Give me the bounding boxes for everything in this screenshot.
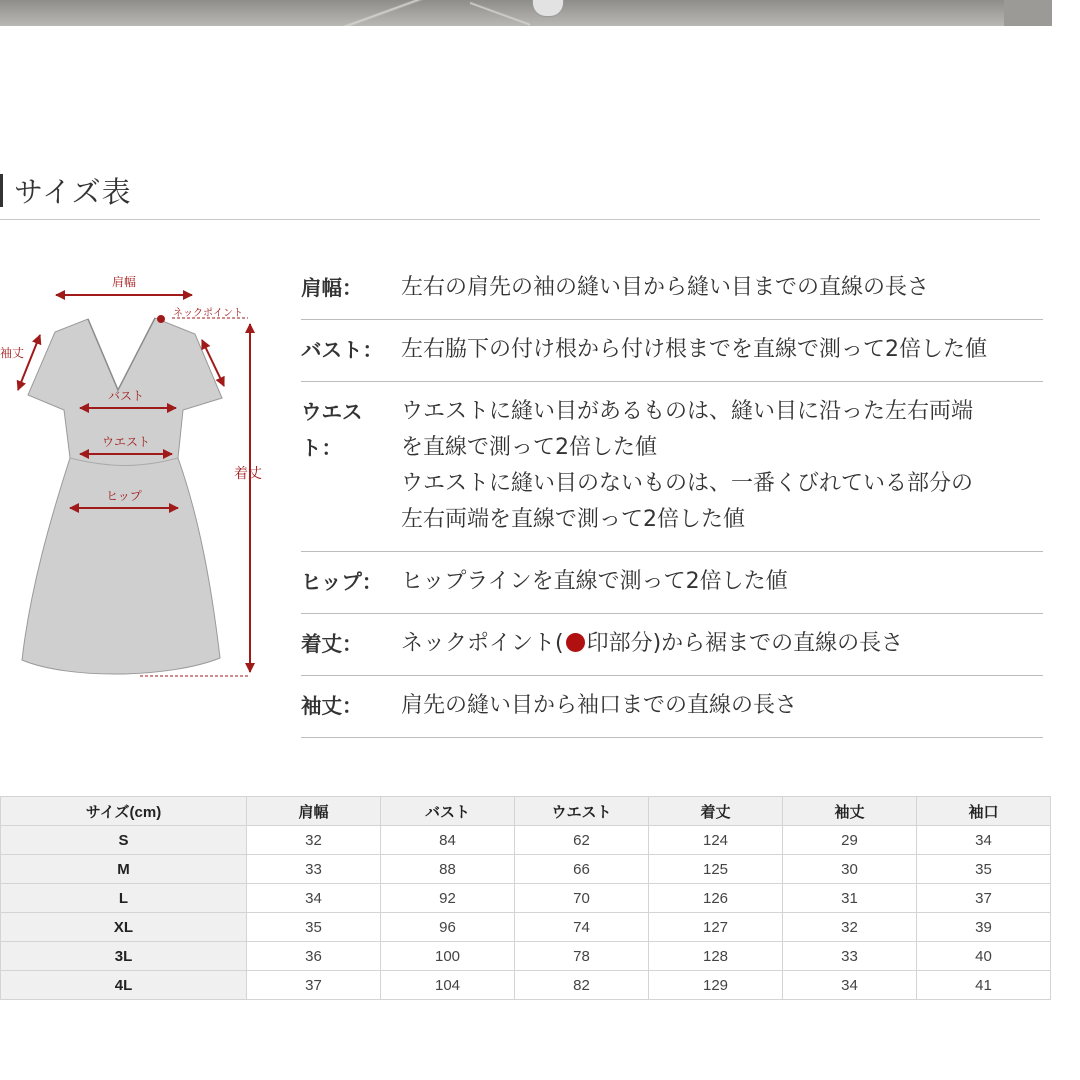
table-row — [1, 942, 1051, 971]
size-label-cell: 4L — [1, 971, 247, 1000]
table-cell: 126 — [649, 884, 783, 913]
table-cell: 35 — [247, 913, 381, 942]
header-cell: 肩幅 — [247, 797, 381, 826]
def-text: 左右脇下の付け根から付け根までを直線で測って2倍した値 — [401, 337, 987, 362]
table-cell: 37 — [917, 884, 1051, 913]
table-cell: 32 — [247, 826, 381, 855]
table-cell: 82 — [515, 971, 649, 1000]
header-cell: 袖丈 — [783, 797, 917, 826]
table-cell: 36 — [247, 942, 381, 971]
table-cell: 41 — [917, 971, 1051, 1000]
table-row — [1, 913, 1051, 942]
bust-label: バスト — [107, 389, 145, 403]
neckpoint-dot — [157, 315, 165, 323]
size-label-cell: 3L — [1, 942, 247, 971]
def-term: 袖丈： — [301, 694, 363, 718]
table-cell: 32 — [783, 913, 917, 942]
shoulder-label: 肩幅 — [111, 275, 137, 289]
table-row — [1, 855, 1051, 884]
table-cell: 37 — [247, 971, 381, 1000]
def-text: 左右の肩先の袖の縫い目から縫い目までの直線の長さ — [401, 275, 930, 300]
def-text: ヒップラインを直線で測って2倍した値 — [401, 569, 788, 594]
header-cell: サイズ(cm) — [1, 797, 247, 826]
table-cell: 40 — [917, 942, 1051, 971]
def-term: 着丈： — [301, 632, 363, 656]
table-cell: 34 — [783, 971, 917, 1000]
def-text: 左右両端を直線で測って2倍した値 — [401, 507, 745, 532]
neckpoint-label: ネックポイント — [173, 308, 243, 319]
product-photo-strip — [0, 0, 1052, 26]
table-cell: 92 — [381, 884, 515, 913]
title-divider — [0, 219, 1040, 220]
title-marker — [0, 174, 3, 207]
def-row-hip — [301, 552, 1043, 614]
def-row-bust — [301, 320, 1043, 382]
table-cell: 31 — [783, 884, 917, 913]
table-row — [1, 826, 1051, 855]
table-cell: 33 — [247, 855, 381, 884]
table-cell: 88 — [381, 855, 515, 884]
table-cell: 70 — [515, 884, 649, 913]
table-cell: 84 — [381, 826, 515, 855]
table-cell: 100 — [381, 942, 515, 971]
def-text: ウエストに縫い目があるものは、縫い目に沿った左右両端 — [401, 399, 974, 424]
table-row — [1, 971, 1051, 1000]
def-row-waist — [301, 382, 1043, 552]
def-text: を直線で測って2倍した値 — [401, 435, 657, 460]
header-cell: 着丈 — [649, 797, 783, 826]
header-cell: 袖口 — [917, 797, 1051, 826]
table-cell: 33 — [783, 942, 917, 971]
length-label: 着丈 — [234, 466, 262, 482]
table-cell: 30 — [783, 855, 917, 884]
table-cell: 62 — [515, 826, 649, 855]
table-header-row — [1, 797, 1051, 826]
def-row-sleeve — [301, 676, 1043, 738]
header-cell: バスト — [381, 797, 515, 826]
table-cell: 66 — [515, 855, 649, 884]
def-text: ウエストに縫い目のないものは、一番くびれている部分の — [401, 471, 974, 496]
table-cell: 29 — [783, 826, 917, 855]
def-term: ヒップ： — [301, 570, 383, 594]
def-text: 印部分)から裾までの直線の長さ — [586, 631, 904, 656]
size-label-cell: S — [1, 826, 247, 855]
table-cell: 39 — [917, 913, 1051, 942]
size-label-cell: M — [1, 855, 247, 884]
header-cell: ウエスト — [515, 797, 649, 826]
table-cell: 124 — [649, 826, 783, 855]
table-cell: 34 — [917, 826, 1051, 855]
table-cell: 74 — [515, 913, 649, 942]
table-cell: 35 — [917, 855, 1051, 884]
table-cell: 125 — [649, 855, 783, 884]
table-cell: 127 — [649, 913, 783, 942]
size-label-cell: XL — [1, 913, 247, 942]
measurement-definitions — [301, 258, 1043, 738]
section-title: サイズ表 — [14, 175, 132, 209]
table-cell: 96 — [381, 913, 515, 942]
def-text: 肩先の縫い目から袖口までの直線の長さ — [401, 693, 798, 718]
dress-measurement-diagram — [0, 260, 300, 690]
table-cell: 104 — [381, 971, 515, 1000]
table-cell: 128 — [649, 942, 783, 971]
table-cell: 129 — [649, 971, 783, 1000]
def-text: ネックポイント( — [401, 631, 564, 656]
def-row-length — [301, 614, 1043, 676]
table-cell: 34 — [247, 884, 381, 913]
def-term: バスト： — [301, 338, 383, 362]
hip-label: ヒップ — [106, 489, 142, 503]
def-row-shoulder — [301, 258, 1043, 320]
def-term: ウエスト： — [301, 400, 363, 460]
size-table — [0, 796, 1051, 1000]
sleeve-label: 袖丈 — [0, 346, 25, 360]
waist-label: ウエスト — [101, 435, 151, 449]
table-row — [1, 884, 1051, 913]
size-label-cell: L — [1, 884, 247, 913]
red-dot-icon — [566, 633, 585, 652]
def-term: 肩幅： — [301, 276, 363, 300]
table-cell: 78 — [515, 942, 649, 971]
